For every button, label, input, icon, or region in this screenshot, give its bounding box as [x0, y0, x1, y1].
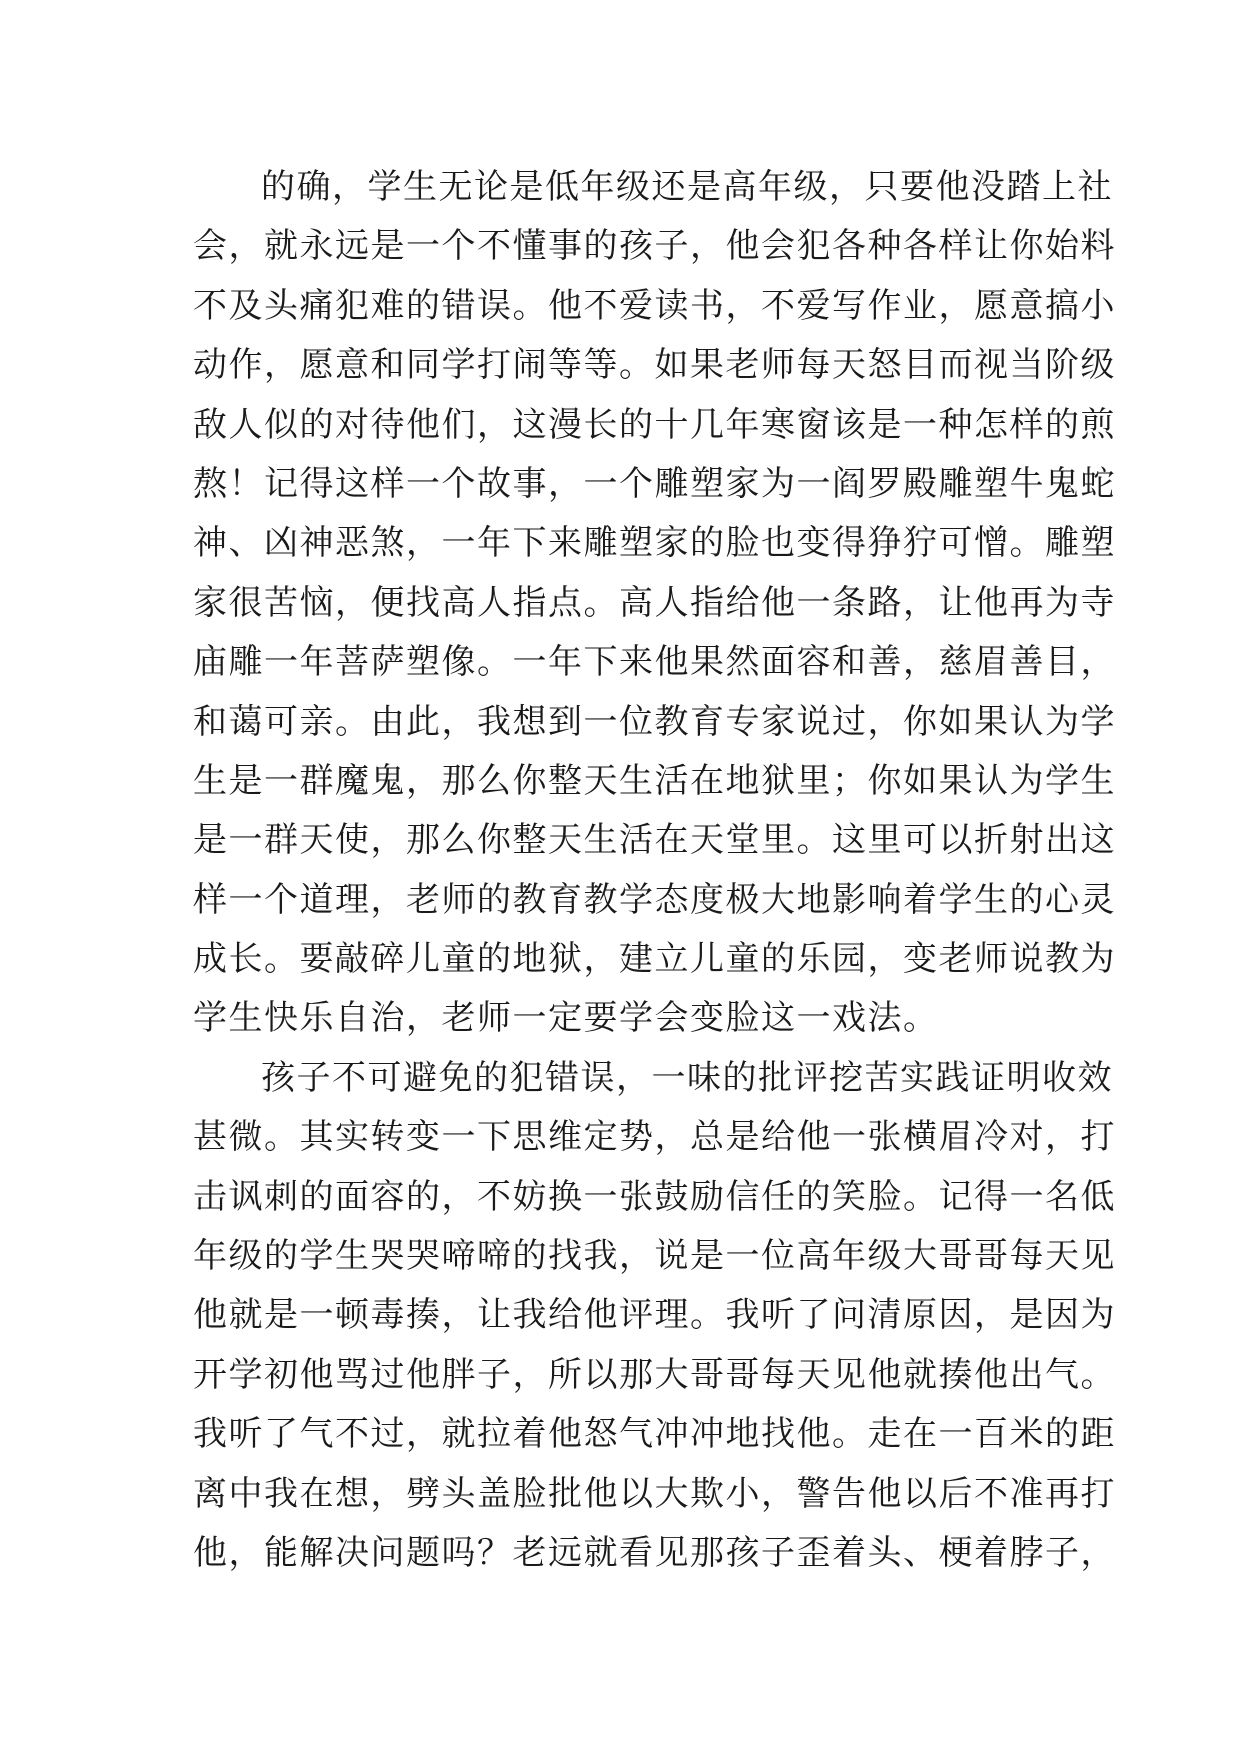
- text-line: 神、凶神恶煞，一年下来雕塑家的脸也变得狰狞可憎。雕塑: [193, 523, 1116, 564]
- text-line: 击讽刺的面容的，不妨换一张鼓励信任的笑脸。记得一名低: [193, 1176, 1116, 1217]
- text-line: 甚微。其实转变一下思维定势，总是给他一张横眉冷对，打: [193, 1117, 1116, 1158]
- text-line: 年级的学生哭哭啼啼的找我，说是一位高年级大哥哥每天见: [193, 1236, 1116, 1277]
- text-line: 生是一群魔鬼，那么你整天生活在地狱里；你如果认为学生: [193, 760, 1116, 801]
- paragraph-1: [193, 158, 1116, 1049]
- text-line: 他，能解决问题吗？老远就看见那孩子歪着头、梗着脖子，: [193, 1532, 1116, 1573]
- text-line: 我听了气不过，就拉着他怒气冲冲地找他。走在一百米的距: [193, 1414, 1116, 1455]
- text-line: 家很苦恼，便找高人指点。高人指给他一条路，让他再为寺: [193, 582, 1116, 623]
- text-line: 会，就永远是一个不懂事的孩子，他会犯各种各样让你始料: [193, 226, 1116, 267]
- text-line: 样一个道理，老师的教育教学态度极大地影响着学生的心灵: [193, 879, 1116, 920]
- text-line: 的确，学生无论是低年级还是高年级，只要他没踏上社: [261, 167, 1113, 207]
- text-line: 敌人似的对待他们，这漫长的十几年寒窗该是一种怎样的煎: [193, 404, 1116, 445]
- text-line: 孩子不可避免的犯错误，一味的批评挖苦实践证明收效: [261, 1057, 1113, 1098]
- text-line: 庙雕一年菩萨塑像。一年下来他果然面容和善，慈眉善目，: [193, 642, 1116, 683]
- text-line: 离中我在想，劈头盖脸批他以大欺小，警告他以后不准再打: [193, 1473, 1116, 1514]
- text-line: 熬！记得这样一个故事，一个雕塑家为一阎罗殿雕塑牛鬼蛇: [193, 463, 1116, 504]
- text-line: 不及头痛犯难的错误。他不爱读书，不爱写作业，愿意搞小: [193, 285, 1116, 326]
- text-line: 他就是一顿毒揍，让我给他评理。我听了问清原因，是因为: [193, 1295, 1116, 1336]
- text-line: 成长。要敲碎儿童的地狱，建立儿童的乐园，变老师说教为: [193, 939, 1116, 980]
- text-line: 和蔼可亲。由此，我想到一位教育专家说过，你如果认为学: [193, 701, 1116, 742]
- text-line: 是一群天使，那么你整天生活在天堂里。这里可以折射出这: [193, 820, 1116, 861]
- paragraph-2: [193, 1049, 1116, 1584]
- text-line: 开学初他骂过他胖子，所以那大哥哥每天见他就揍他出气。: [193, 1354, 1116, 1395]
- text-line: 学生快乐自治，老师一定要学会变脸这一戏法。: [193, 998, 939, 1039]
- text-line: 动作，愿意和同学打闹等等。如果老师每天怒目而视当阶级: [193, 345, 1116, 386]
- body-text: [193, 158, 1116, 1583]
